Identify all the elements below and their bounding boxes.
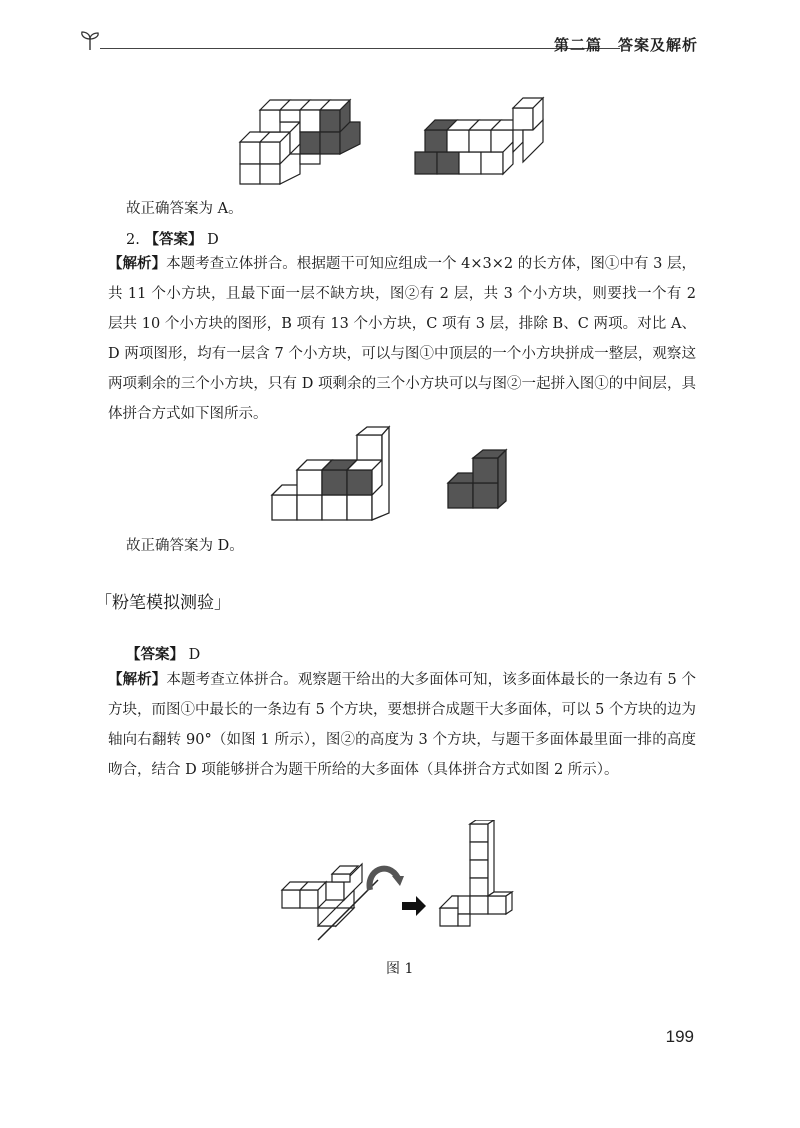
- q1-right-assembly: [415, 98, 543, 174]
- mock-answer-tag: 【答案】: [126, 647, 184, 663]
- mock-analysis: [108, 665, 696, 785]
- figure-caption: 图 1: [386, 961, 414, 977]
- q1-cube-figure: [230, 92, 550, 192]
- mock-analysis-tag: 【解析】: [108, 672, 167, 688]
- q2-left-assembly: [272, 427, 389, 520]
- q2-cube-figure: [270, 425, 510, 525]
- mock-answer: [126, 643, 200, 667]
- q2-analysis: [108, 249, 696, 429]
- q2-answer-value: D: [207, 232, 219, 248]
- header-rule: [100, 48, 620, 49]
- q2-analysis-text: 本题考查立体拼合。根据题干可知应组成一个 4×3×2 的长方体，图①中有 3 层，共 11 个小方块，且最下面一层不缺方块，图②有 2 层，共 3 个小方块，则要找一个有 2 层共 10 个小方块的图形，B 项有 13 个小方块，C 项有 3 层，排除 B、C 两项。对比 A、D 两项图形，均有一层含 7 个小方块，可以与图①中顶层的一个小方块拼成一整层，观察这两项剩余的三个小方块，只有 D 项剩余的三个小方块可以与图②一起拼入图①的中间层，具体拼合方式如下图所示。: [108, 256, 696, 422]
- q2-conclusion: 故正确答案为 D。: [126, 538, 244, 554]
- q2-answer-tag: 【答案】: [144, 232, 203, 248]
- q1-conclusion: 故正确答案为 A。: [126, 201, 243, 217]
- mock-answer-value: D: [188, 647, 201, 663]
- header-title: 第二篇 答案及解析: [553, 36, 698, 54]
- mock-analysis-text: 本题考查立体拼合。观察题干给出的大多面体可知，该多面体最长的一条边有 5 个方块，而图①中最长的一条边有 5 个方块，要想拼合成题干大多面体，可以 5 个方块的边为轴向右翻转 90°（如图 1 所示），图②的高度为 3 个方块，与题干多面体最里面一排的高度吻合，结合 D 项能够拼合为题干所给的大多面体（具体拼合方式如图 2 所示）。: [108, 672, 696, 778]
- mock-right-assembly: [440, 820, 512, 926]
- section-title: 「粉笔模拟测验」: [95, 593, 231, 613]
- mock-left-assembly: [282, 864, 362, 926]
- q1-left-assembly: [240, 100, 360, 184]
- q2-number: 2.: [126, 232, 140, 248]
- mock-figure: [278, 820, 518, 948]
- q2-right-assembly: [448, 450, 506, 508]
- page-number: 199: [665, 1027, 694, 1046]
- sprout-icon: [78, 30, 102, 52]
- page-header: [78, 28, 718, 58]
- q2-analysis-tag: 【解析】: [108, 256, 167, 272]
- rotate-arrow-icon: [370, 869, 398, 890]
- right-arrow-icon: [402, 896, 426, 916]
